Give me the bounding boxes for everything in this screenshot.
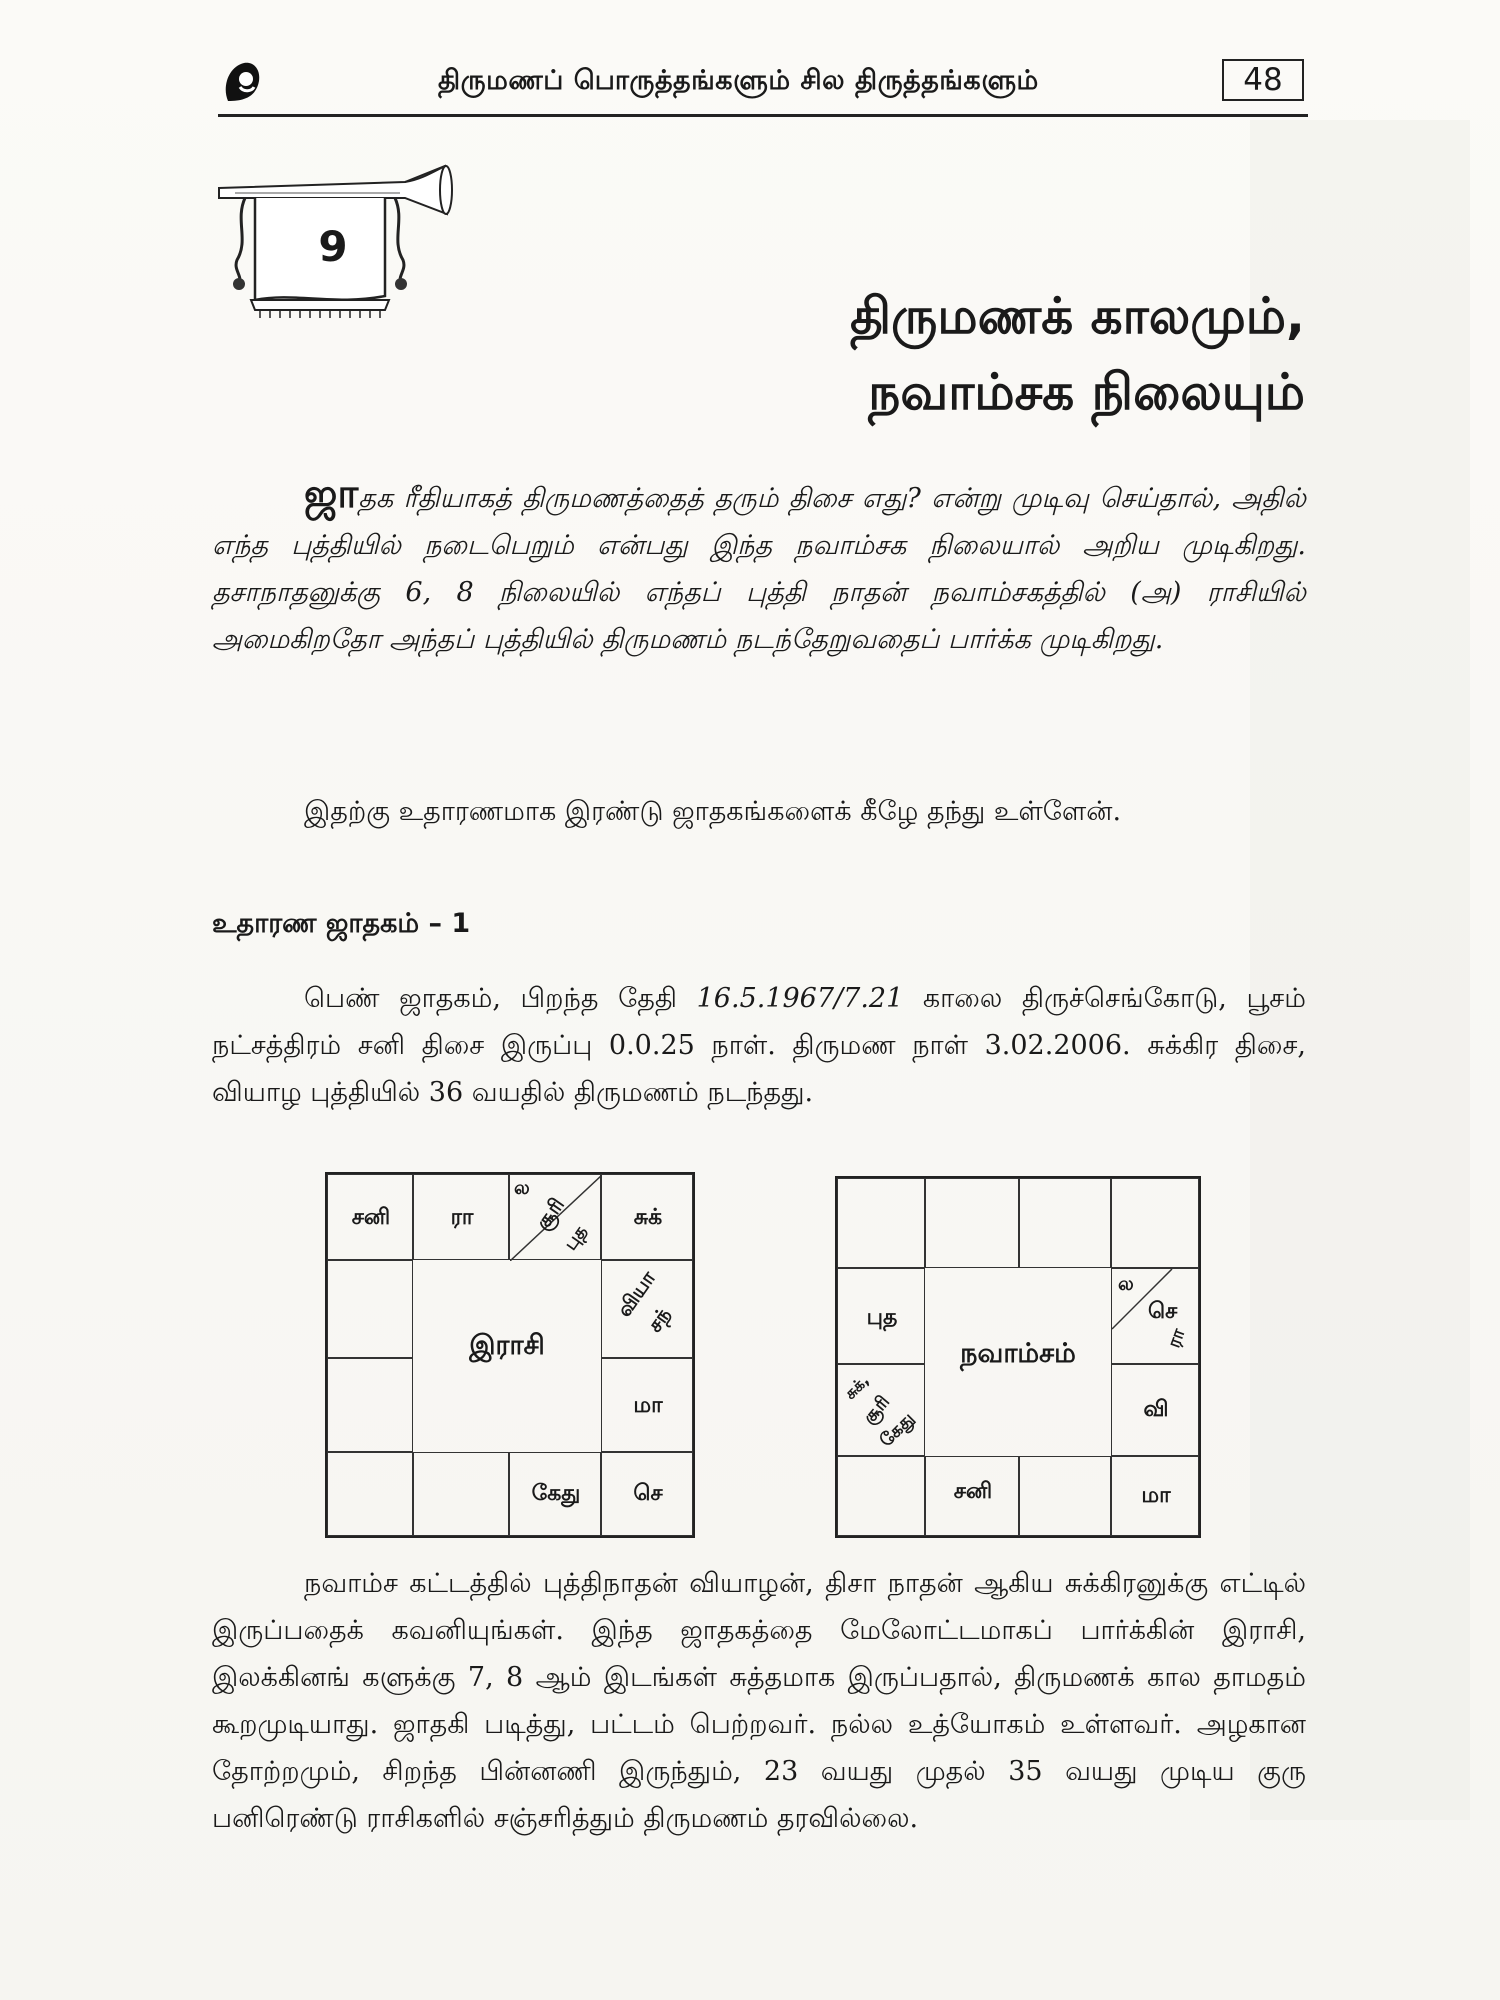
drop-cap: ஜா [304,470,359,517]
chapter-number: 9 [318,222,348,271]
intro-paragraph-text: தக ரீதியாகத் திருமணத்தைத் தரும் திசை எது? என்று முடிவு செய்தால், அதில் எந்த புத்தியில் நடைபெறும் என்பது இந்த நவாம்சக நிலையால் அறிய முடிகிறது. தசாநாதனுக்கு 6, 8 நிலையில் எந்தப் புத்தி நாதன் நவாம்சகத்தில் (அ) ராசியில் அமைகிறதோ அந்தப் புத்தியில் திருமணம் நடந்தேறுவதைப் பார்க்க முடிகிறது. [212,483,1306,655]
rasi-house-bottom-4: செ [601,1452,693,1536]
navamsa-chart [835,1176,1201,1538]
example-heading: உதாரண ஜாதகம் – 1 [212,908,471,939]
rasi-house-bottom-1 [327,1452,413,1536]
rasi-house-right-2: மா [601,1358,693,1452]
birth-details-text-2: காலை திருச்செங்கோடு, பூசம் நட்சத்திரம் சனி திசை இருப்பு 0.0.25 நாள். திருமண நாள் 3.02.2006. சுக்கிர திசை, வியாழ புத்தியில் 36 வயதில் திருமணம் நடந்தது. [212,983,1306,1108]
publisher-logo-icon [218,57,266,105]
rasi-house-left-2 [327,1358,413,1452]
analysis-paragraph: நவாம்ச கட்டத்தில் புத்திநாதன் வியாழன், திசா நாதன் ஆகிய சுக்கிரனுக்கு எட்டில் இருப்பதைக் கவனியுங்கள். இந்த ஜாதகத்தை மேலோட்டமாகப் பார்க்கின் இராசி, இலக்கினங் களுக்கு 7, 8 ஆம் இடங்கள் சுத்தமாக இருப்பதால், திருமணக் கால தாமதம் கூறமுடியாது. ஜாதகி படித்து, பட்டம் பெற்றவர். நல்ல உத்யோகம் உள்ளவர். அழகான தோற்றமும், சிறந்த பின்னணி இருந்தும், 23 வயது முதல் 35 வயது முடிய குரு பனிரெண்டு ராசிகளில் சஞ்சரித்தும் திருமணம் தரவில்லை. [212,1568,1306,1834]
header-divider [218,114,1308,117]
rasi-chart [325,1172,695,1538]
running-title: திருமணப் பொருத்தங்களும் சில திருத்தங்களும் [438,65,1039,96]
chapter-title [850,278,1305,430]
navamsa-house-bottom-1 [837,1456,925,1536]
rasi-house-top-3: ல சூரி புத [509,1174,601,1260]
lagna-marker: ல [514,1177,530,1199]
rasi-house-bottom-2 [413,1452,509,1536]
chapter-title-line-1: திருமணக் காலமும், [850,287,1305,345]
page-number: 48 [1222,59,1304,101]
navamsa-house-left-2: சுக், சூரி கேது [837,1364,925,1456]
rasi-house-top-1: சனி [327,1174,413,1260]
example-intro-paragraph: இதற்கு உதாரணமாக இரண்டு ஜாதகங்களைக் கீழே தந்து உள்ளேன். [304,796,1122,827]
chapter-title-line-2: நவாம்சக நிலையும் [868,363,1305,421]
navamsa-house-bottom-3 [1019,1456,1111,1536]
chapter-emblem [215,160,460,320]
birth-details-paragraph [212,975,1306,1116]
navamsa-house-bottom-2: சனி [925,1456,1019,1536]
navamsa-center-label: நவாம்சம் [960,1338,1076,1369]
navamsa-house-left-1: புத [837,1268,925,1364]
navamsa-house-bottom-4: மா [1111,1456,1199,1536]
navamsa-house-top-3 [1019,1178,1111,1268]
birth-date: 16.5.1967/7.21 [696,983,904,1014]
birth-details-text-1: பெண் ஜாதகம், பிறந்த தேதி [304,983,697,1014]
rasi-house-top-4: சுக் [601,1174,693,1260]
rasi-house-top-2: ரா [413,1174,509,1260]
lagna-marker: ல [1118,1273,1134,1295]
page-header [218,55,1308,115]
navamsa-house-top-1 [837,1178,925,1268]
rasi-house-bottom-3: கேது [509,1452,601,1536]
navamsa-house-top-4 [1111,1178,1199,1268]
navamsa-center [925,1268,1111,1456]
rasi-center-label: இராசி [469,1330,545,1361]
navamsa-house-top-2 [925,1178,1019,1268]
intro-paragraph [212,470,1306,663]
rasi-center [413,1260,601,1452]
rasi-house-left-1 [327,1260,413,1358]
rasi-house-right-1: வியா சந் [601,1260,693,1358]
navamsa-house-right-1: ல செ ரா [1111,1268,1199,1364]
navamsa-house-right-2: வி [1111,1364,1199,1456]
